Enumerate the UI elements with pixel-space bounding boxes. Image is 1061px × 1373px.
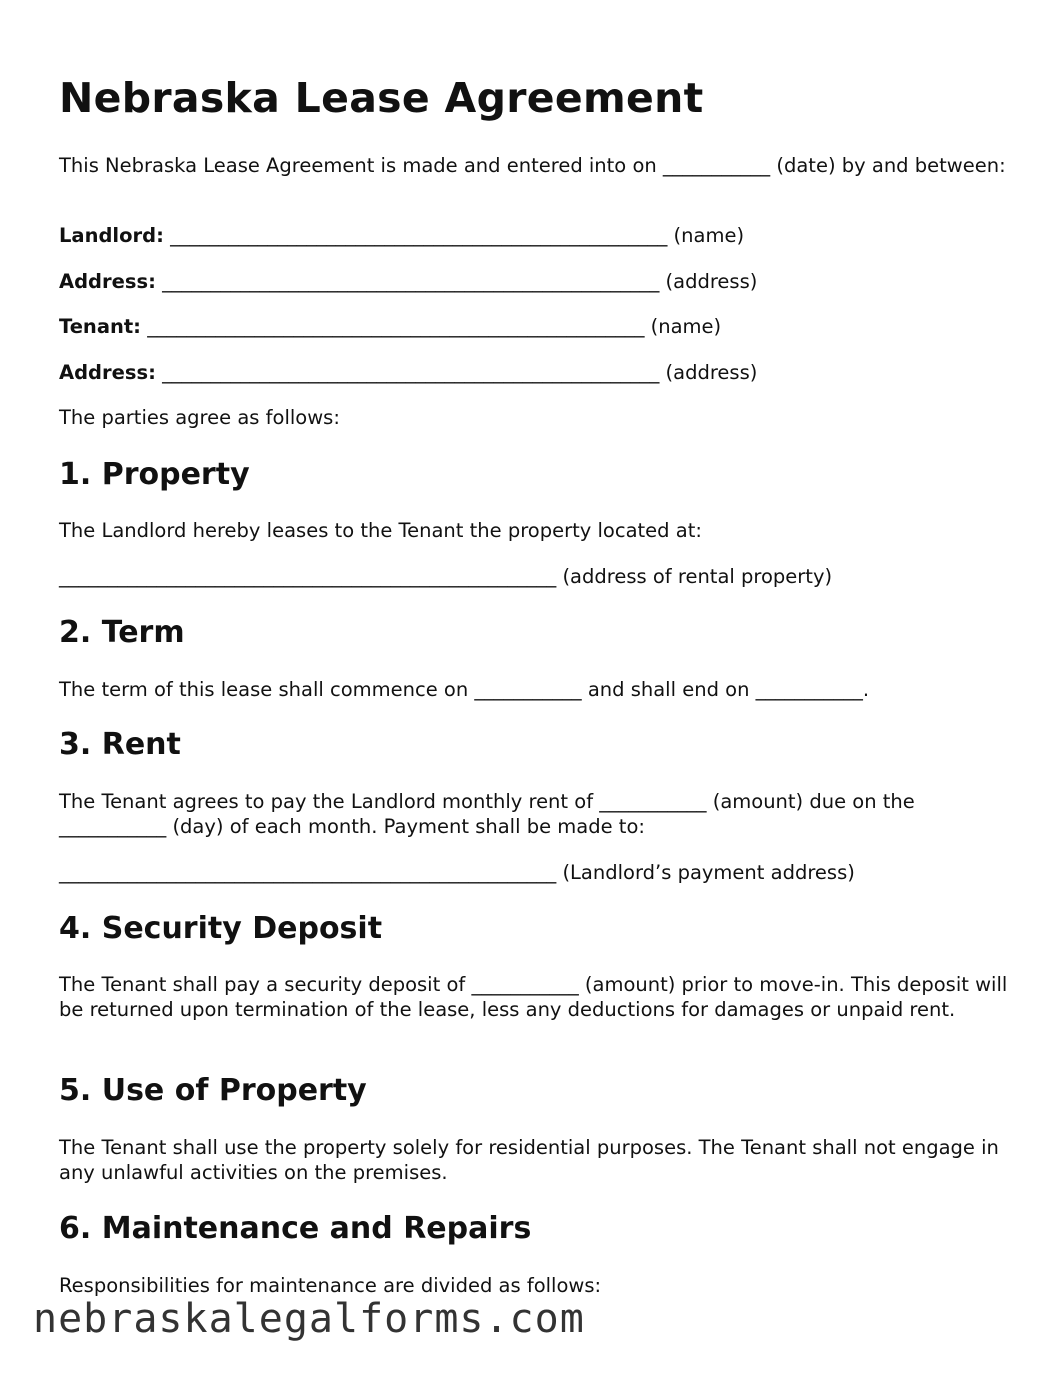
rental-address-blank: ___________________________________________________ (address of rental property) xyxy=(59,565,833,588)
tenant-address-blank: ___________________________________________________ (address) xyxy=(162,361,758,384)
section-property-heading: 1. Property xyxy=(59,457,250,492)
section-deposit-heading: 4. Security Deposit xyxy=(59,911,383,946)
landlord-name-blank: ___________________________________________________ (name) xyxy=(170,224,745,247)
landlord-label: Landlord: xyxy=(59,224,164,247)
section-maintenance-heading: 6. Maintenance and Repairs xyxy=(59,1211,532,1246)
tenant-name-line xyxy=(59,315,721,340)
section-use-text: The Tenant shall use the property solely for residential purposes. The Tenant shall not engage in any unlawful activities on the premises. xyxy=(59,1136,999,1184)
section-rent-text: The Tenant agrees to pay the Landlord monthly rent of ___________ (amount) due on the ___________ (day) of each month. Payment shall be made to: xyxy=(59,790,915,838)
landlord-address-line xyxy=(59,270,757,295)
section-property-text: The Landlord hereby leases to the Tenant the property located at: xyxy=(59,519,702,542)
document-title: Nebraska Lease Agreement xyxy=(59,74,704,122)
section-rent-heading: 3. Rent xyxy=(59,727,181,762)
tenant-address-line xyxy=(59,361,757,386)
landlord-address-label: Address: xyxy=(59,270,156,293)
section-term-text: The term of this lease shall commence on ___________ and shall end on ___________. xyxy=(59,678,870,701)
landlord-address-blank: ___________________________________________________ (address) xyxy=(162,270,758,293)
section-term-heading: 2. Term xyxy=(59,615,185,650)
section-use-heading: 5. Use of Property xyxy=(59,1073,367,1108)
site-watermark: nebraskalegalforms.com xyxy=(33,1296,585,1342)
tenant-label: Tenant: xyxy=(59,315,141,338)
tenant-address-label: Address: xyxy=(59,361,156,384)
agree-paragraph: The parties agree as follows: xyxy=(59,406,340,429)
section-maintenance-text: Responsibilities for maintenance are divided as follows: xyxy=(59,1274,602,1297)
section-deposit-text: The Tenant shall pay a security deposit of ___________ (amount) prior to move-in. This deposit will be returned upon termination of the lease, less any deductions for damages or unpaid rent. xyxy=(59,973,1008,1021)
tenant-name-blank: ___________________________________________________ (name) xyxy=(147,315,722,338)
intro-paragraph: This Nebraska Lease Agreement is made and entered into on ___________ (date) by and between: xyxy=(59,154,1006,177)
landlord-name-line xyxy=(59,224,744,249)
payment-address-blank: ___________________________________________________ (Landlord’s payment address) xyxy=(59,861,855,884)
